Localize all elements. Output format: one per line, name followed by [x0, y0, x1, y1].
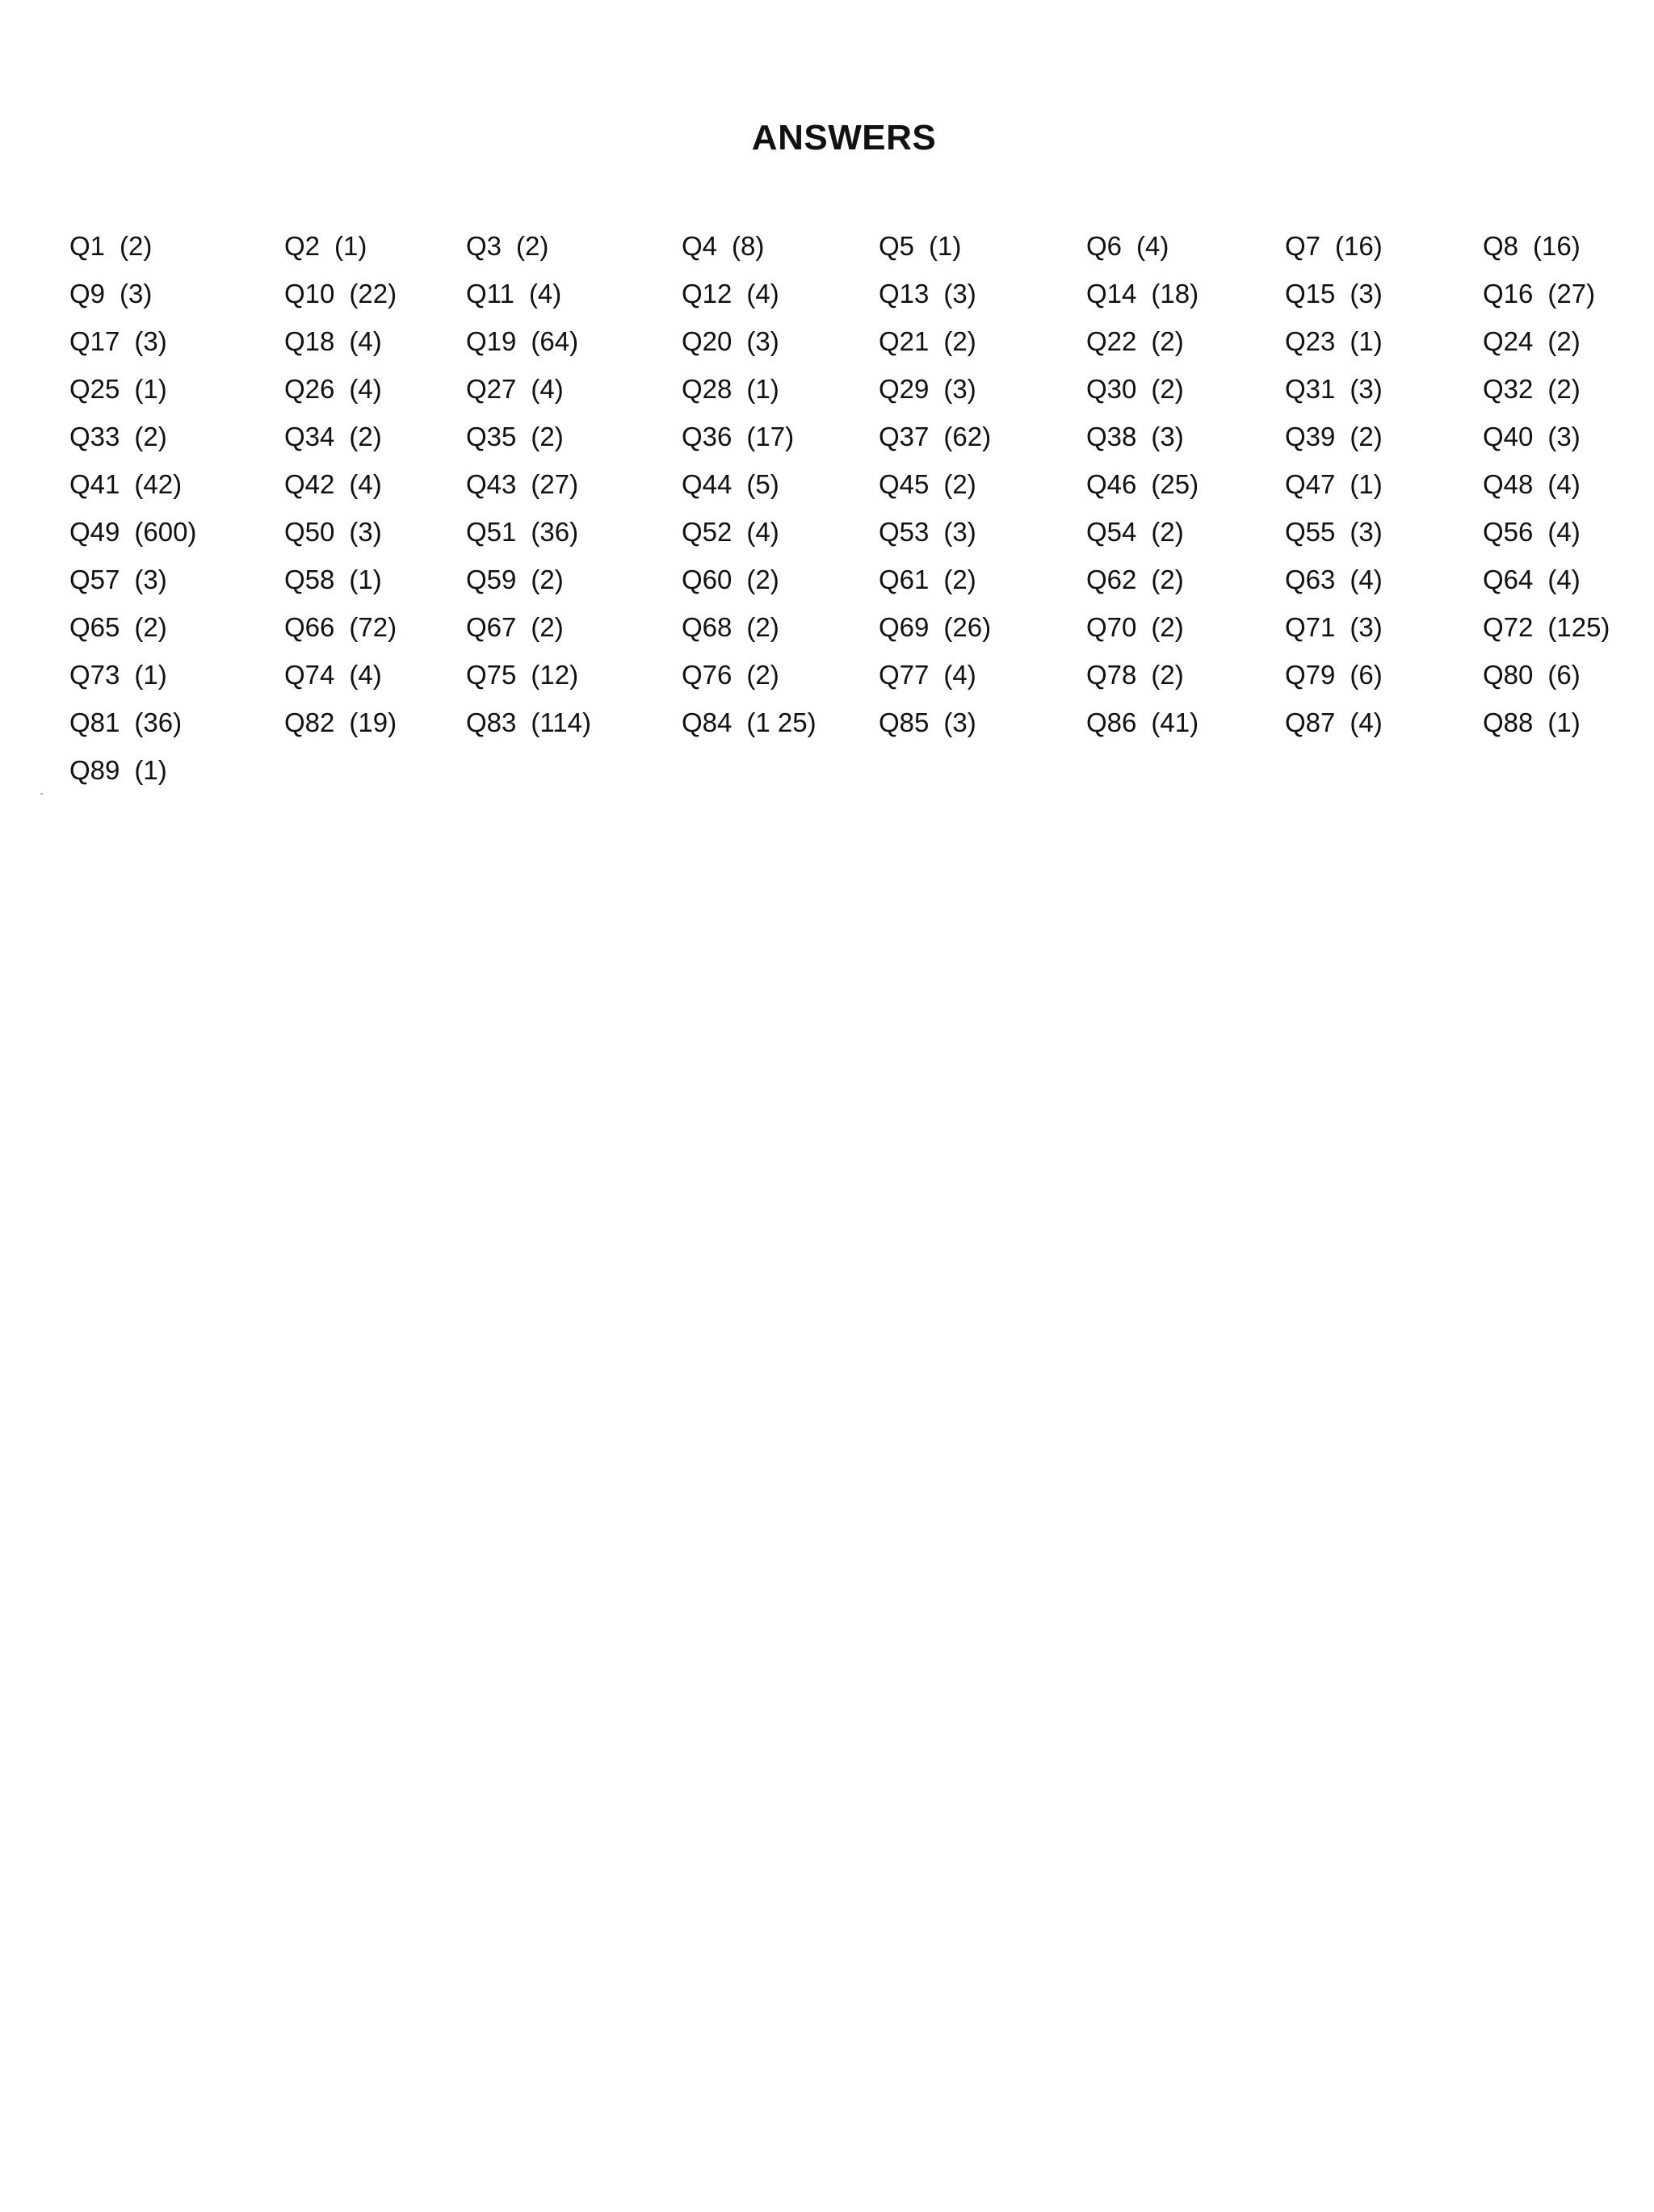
question-number: Q72 [1483, 612, 1534, 642]
question-number: Q25 [69, 374, 120, 404]
answer-value: (2) [134, 612, 167, 642]
answer-value: (3) [134, 326, 167, 356]
answer-item [284, 369, 382, 409]
answer-value: (3) [1151, 422, 1184, 451]
question-number: Q14 [1086, 279, 1137, 309]
question-number: Q29 [879, 374, 930, 404]
answer-item [1483, 703, 1581, 743]
answer-item [1086, 607, 1184, 648]
answer-item [879, 321, 976, 362]
question-number: Q60 [682, 565, 733, 594]
question-number: Q12 [682, 279, 733, 309]
answer-value: (19) [349, 707, 397, 737]
question-number: Q69 [879, 612, 930, 642]
question-number: Q43 [466, 469, 517, 499]
question-number: Q31 [1285, 374, 1336, 404]
answer-value: (1) [134, 374, 167, 404]
answer-value: (4) [943, 660, 976, 690]
answer-value: (1) [929, 231, 962, 261]
question-number: Q37 [879, 422, 930, 451]
question-number: Q38 [1086, 422, 1137, 451]
question-number: Q10 [284, 279, 335, 309]
answer-item [1285, 607, 1383, 648]
answer-item [682, 369, 779, 409]
answer-value: (16) [1533, 231, 1581, 261]
answer-item [1483, 274, 1595, 314]
answer-item [879, 607, 991, 648]
answer-row [0, 321, 1654, 369]
question-number: Q71 [1285, 612, 1336, 642]
answer-value: (4) [746, 279, 779, 309]
question-number: Q54 [1086, 517, 1137, 547]
question-number: Q52 [682, 517, 733, 547]
answer-row [0, 274, 1654, 321]
answer-value: (2) [1547, 326, 1581, 356]
answer-item [466, 369, 564, 409]
answer-value: (17) [746, 422, 795, 451]
answer-value: (62) [943, 422, 992, 451]
question-number: Q59 [466, 565, 517, 594]
answer-item [1483, 417, 1581, 457]
answer-item [879, 274, 976, 314]
answer-item [69, 703, 182, 743]
answer-value: (125) [1547, 612, 1610, 642]
answer-item [1483, 464, 1581, 505]
question-number: Q58 [284, 565, 335, 594]
question-number: Q4 [682, 231, 718, 261]
question-number: Q40 [1483, 422, 1534, 451]
answer-value: (3) [746, 326, 779, 356]
answer-item [1086, 226, 1169, 267]
question-number: Q66 [284, 612, 335, 642]
answer-value: (8) [732, 231, 765, 261]
question-number: Q65 [69, 612, 120, 642]
answer-row [0, 750, 1654, 798]
answer-item [1285, 321, 1383, 362]
answer-value: (3) [349, 517, 382, 547]
answer-value: (4) [349, 660, 382, 690]
answer-item [1285, 274, 1383, 314]
answer-item [1285, 464, 1383, 505]
question-number: Q30 [1086, 374, 1137, 404]
question-number: Q51 [466, 517, 517, 547]
answer-value: (4) [1350, 565, 1383, 594]
question-number: Q15 [1285, 279, 1336, 309]
answer-value: (42) [134, 469, 183, 499]
question-number: Q82 [284, 707, 335, 737]
answer-item [69, 321, 167, 362]
question-number: Q27 [466, 374, 517, 404]
answer-value: (1) [1350, 469, 1383, 499]
question-number: Q33 [69, 422, 120, 451]
answer-value: (2) [943, 565, 976, 594]
answer-item [682, 321, 779, 362]
answer-value: (3) [1547, 422, 1581, 451]
answer-item [1285, 560, 1383, 600]
answer-value: (26) [943, 612, 992, 642]
answer-item [466, 512, 578, 552]
question-number: Q67 [466, 612, 517, 642]
answer-value: (2) [134, 422, 167, 451]
answer-value: (27) [1547, 279, 1596, 309]
answer-item [284, 226, 367, 267]
answer-item [69, 369, 167, 409]
answer-value: (2) [349, 422, 382, 451]
answer-value: (2) [1151, 612, 1184, 642]
answer-value: (1) [1547, 707, 1581, 737]
answer-item [284, 274, 397, 314]
answer-item [682, 226, 764, 267]
answer-item [466, 274, 561, 314]
answer-item [682, 417, 794, 457]
answer-item [69, 226, 152, 267]
answer-item [284, 417, 382, 457]
question-number: Q85 [879, 707, 930, 737]
answer-item [284, 464, 382, 505]
answer-value: (5) [746, 469, 779, 499]
question-number: Q74 [284, 660, 335, 690]
answer-value: (41) [1151, 707, 1199, 737]
question-number: Q57 [69, 565, 120, 594]
answer-item [466, 464, 578, 505]
answer-item [879, 417, 991, 457]
answer-item [466, 560, 564, 600]
question-number: Q1 [69, 231, 106, 261]
question-number: Q44 [682, 469, 733, 499]
question-number: Q73 [69, 660, 120, 690]
question-number: Q23 [1285, 326, 1336, 356]
answer-item [284, 560, 382, 600]
question-number: Q41 [69, 469, 120, 499]
answer-item [284, 607, 397, 648]
answer-item [284, 703, 397, 743]
answer-item [682, 655, 779, 695]
answer-item [1483, 321, 1581, 362]
answer-value: (3) [120, 279, 153, 309]
answer-value: (4) [528, 279, 562, 309]
question-number: Q49 [69, 517, 120, 547]
answer-item [69, 464, 182, 505]
answer-row [0, 607, 1654, 655]
question-number: Q5 [879, 231, 915, 261]
answer-value: (6) [1547, 660, 1581, 690]
answer-value: (3) [943, 279, 976, 309]
answer-item [1483, 512, 1581, 552]
question-number: Q19 [466, 326, 517, 356]
answer-value: (3) [943, 517, 976, 547]
answer-value: (114) [531, 707, 591, 737]
question-number: Q80 [1483, 660, 1534, 690]
question-number: Q11 [466, 279, 514, 309]
answer-item [1285, 703, 1383, 743]
answer-item [879, 512, 976, 552]
answer-value: (4) [1547, 469, 1581, 499]
answer-value: (25) [1151, 469, 1199, 499]
answer-item [284, 512, 382, 552]
answer-item [1483, 369, 1581, 409]
question-number: Q34 [284, 422, 335, 451]
answer-row [0, 417, 1654, 464]
answer-item [1086, 512, 1184, 552]
answer-item [682, 607, 779, 648]
answer-row [0, 369, 1654, 417]
answer-value: (2) [746, 565, 779, 594]
question-number: Q61 [879, 565, 930, 594]
answer-value: (27) [531, 469, 579, 499]
answer-item [69, 560, 167, 600]
answer-value: (4) [349, 374, 382, 404]
answer-value: (2) [746, 660, 779, 690]
answer-value: (2) [1151, 565, 1184, 594]
question-number: Q42 [284, 469, 335, 499]
answer-value: (600) [134, 517, 197, 547]
answer-item [69, 750, 167, 791]
question-number: Q64 [1483, 565, 1534, 594]
question-number: Q76 [682, 660, 733, 690]
answer-item [1285, 369, 1383, 409]
answer-item [284, 321, 382, 362]
question-number: Q62 [1086, 565, 1137, 594]
question-number: Q45 [879, 469, 930, 499]
question-number: Q75 [466, 660, 517, 690]
question-number: Q70 [1086, 612, 1137, 642]
answer-row [0, 226, 1654, 274]
answer-value: (4) [1350, 707, 1383, 737]
answer-value: (2) [531, 565, 564, 594]
question-number: Q7 [1285, 231, 1321, 261]
answer-value: (36) [531, 517, 579, 547]
answer-value: (2) [1151, 326, 1184, 356]
question-number: Q3 [466, 231, 502, 261]
answer-value: (12) [531, 660, 579, 690]
question-number: Q79 [1285, 660, 1336, 690]
question-number: Q8 [1483, 231, 1519, 261]
answer-value: (4) [531, 374, 564, 404]
answer-item [682, 464, 779, 505]
answer-value: (2) [531, 422, 564, 451]
answer-value: (2) [1547, 374, 1581, 404]
question-number: Q86 [1086, 707, 1137, 737]
answer-value: (3) [1350, 612, 1383, 642]
answer-value: (16) [1335, 231, 1383, 261]
answer-item [1483, 226, 1581, 267]
answer-item [879, 655, 976, 695]
answer-value: (1) [1350, 326, 1383, 356]
answer-item [879, 560, 976, 600]
answer-value: (3) [134, 565, 167, 594]
answer-value: (1 25) [746, 707, 817, 737]
answer-item [466, 703, 591, 743]
answer-value: (72) [349, 612, 397, 642]
answer-item [1086, 655, 1184, 695]
answer-value: (4) [1136, 231, 1169, 261]
answer-value: (2) [746, 612, 779, 642]
answer-row [0, 655, 1654, 703]
answer-row [0, 560, 1654, 607]
question-number: Q89 [69, 755, 120, 785]
answer-item [1285, 655, 1383, 695]
answer-item [1086, 703, 1199, 743]
question-number: Q13 [879, 279, 930, 309]
answer-item [1285, 417, 1383, 457]
answer-item [1086, 369, 1184, 409]
scan-speck [40, 793, 43, 795]
question-number: Q55 [1285, 517, 1336, 547]
question-number: Q24 [1483, 326, 1534, 356]
answer-value: (3) [943, 707, 976, 737]
answer-item [69, 607, 167, 648]
question-number: Q47 [1285, 469, 1336, 499]
question-number: Q46 [1086, 469, 1137, 499]
answer-item [879, 226, 961, 267]
answer-value: (1) [349, 565, 382, 594]
answer-value: (4) [746, 517, 779, 547]
answer-item [466, 321, 578, 362]
question-number: Q87 [1285, 707, 1336, 737]
answer-item [466, 655, 578, 695]
question-number: Q26 [284, 374, 335, 404]
answer-item [1483, 560, 1581, 600]
answer-value: (64) [531, 326, 579, 356]
answer-item [879, 369, 976, 409]
answer-item [1086, 560, 1184, 600]
question-number: Q48 [1483, 469, 1534, 499]
answer-value: (4) [1547, 565, 1581, 594]
answer-value: (3) [1350, 517, 1383, 547]
question-number: Q35 [466, 422, 517, 451]
answer-value: (2) [1350, 422, 1383, 451]
answer-item [466, 226, 548, 267]
question-number: Q83 [466, 707, 517, 737]
answer-item [1086, 321, 1184, 362]
answer-item [69, 512, 196, 552]
question-number: Q63 [1285, 565, 1336, 594]
answer-grid [0, 226, 1654, 798]
answer-item [879, 703, 976, 743]
question-number: Q21 [879, 326, 930, 356]
answer-value: (2) [516, 231, 549, 261]
answer-value: (3) [1350, 374, 1383, 404]
page-title: ANSWERS [751, 118, 937, 157]
answer-item [1285, 226, 1383, 267]
answer-value: (2) [943, 326, 976, 356]
answer-item [69, 274, 152, 314]
question-number: Q81 [69, 707, 120, 737]
answer-value: (3) [1350, 279, 1383, 309]
answer-item [682, 703, 817, 743]
answer-row [0, 464, 1654, 512]
answer-value: (2) [531, 612, 564, 642]
answer-item [466, 417, 564, 457]
answer-item [1483, 655, 1581, 695]
answer-value: (18) [1151, 279, 1199, 309]
question-number: Q20 [682, 326, 733, 356]
question-number: Q56 [1483, 517, 1534, 547]
question-number: Q28 [682, 374, 733, 404]
answer-item [682, 512, 779, 552]
answer-value: (2) [120, 231, 153, 261]
answer-value: (2) [1151, 660, 1184, 690]
question-number: Q22 [1086, 326, 1137, 356]
answer-item [69, 655, 167, 695]
answer-value: (3) [943, 374, 976, 404]
answer-item [1086, 417, 1184, 457]
answer-row [0, 512, 1654, 560]
question-number: Q77 [879, 660, 930, 690]
answer-item [879, 464, 976, 505]
question-number: Q84 [682, 707, 733, 737]
question-number: Q68 [682, 612, 733, 642]
answer-item [682, 274, 779, 314]
answer-value: (2) [943, 469, 976, 499]
question-number: Q9 [69, 279, 106, 309]
answer-item [1086, 464, 1199, 505]
question-number: Q32 [1483, 374, 1534, 404]
answer-value: (2) [1151, 517, 1184, 547]
answer-value: (1) [334, 231, 367, 261]
answer-value: (4) [349, 469, 382, 499]
answer-item [69, 417, 167, 457]
answer-value: (1) [134, 755, 167, 785]
question-number: Q36 [682, 422, 733, 451]
answer-value: (22) [349, 279, 397, 309]
question-number: Q16 [1483, 279, 1534, 309]
answer-item [682, 560, 779, 600]
answer-item [1285, 512, 1383, 552]
question-number: Q39 [1285, 422, 1336, 451]
question-number: Q18 [284, 326, 335, 356]
answer-value: (6) [1350, 660, 1383, 690]
answer-value: (1) [746, 374, 779, 404]
question-number: Q88 [1483, 707, 1534, 737]
answer-item [284, 655, 382, 695]
answer-value: (4) [349, 326, 382, 356]
question-number: Q78 [1086, 660, 1137, 690]
answer-item [1483, 607, 1610, 648]
question-number: Q6 [1086, 231, 1123, 261]
answer-item [1086, 274, 1199, 314]
answer-value: (4) [1547, 517, 1581, 547]
question-number: Q2 [284, 231, 321, 261]
answer-value: (2) [1151, 374, 1184, 404]
answer-value: (1) [134, 660, 167, 690]
answer-row [0, 703, 1654, 750]
answer-value: (36) [134, 707, 183, 737]
question-number: Q17 [69, 326, 120, 356]
question-number: Q53 [879, 517, 930, 547]
answer-item [466, 607, 564, 648]
question-number: Q50 [284, 517, 335, 547]
